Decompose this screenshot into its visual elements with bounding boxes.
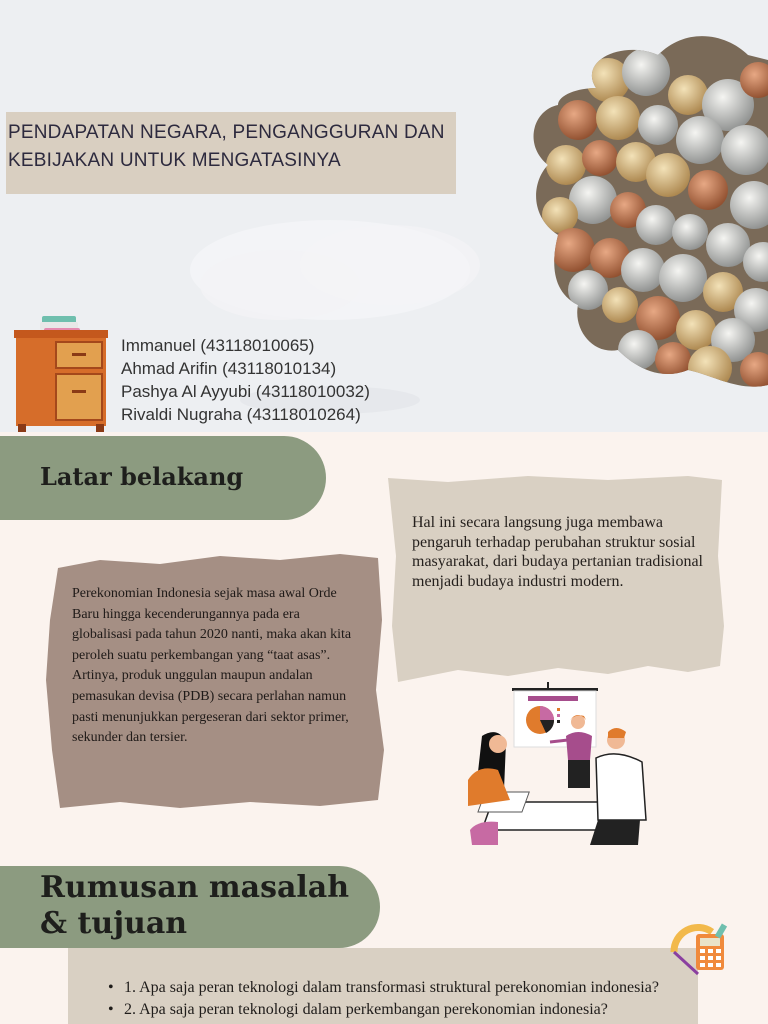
author-line: Rivaldi Nugraha (43118010264) [121,405,361,424]
author-line: Ahmad Arifin (43118010134) [121,359,337,378]
rumusan-heading-line: & tujuan [40,906,188,941]
presentation-title: PENDAPATAN NEGARA, PENGANGGURAN DAN KEBIJAKAN UNTUK MENGATASINYA [8,122,445,171]
meeting-illustration [458,680,658,850]
rumusan-heading-line: Rumusan masalah [40,870,350,905]
coins-image [518,0,768,390]
author-line: Pashya Al Ayyubi (43118010032) [121,382,370,401]
author-list [121,334,370,426]
background-paragraph: Perekonomian Indonesia sejak masa awal Orde Baru hingga kecenderungannya pada era globalisasi pada tahun 2020 nanti, maka akan kita peroleh suatu perkembangan yang “taat asas”. Artinya, produk unggulan maupun andalan pemasukan devisa (PDB) secara perlahan namun pasti menunjukkan pergeseran dari sektor primer, sekunder dan tersier. [72,586,352,746]
calculator-icon [668,922,732,978]
latar-belakang-heading: Latar belakang [40,462,244,491]
impact-paragraph: Hal ini secara langsung juga membawa pengaruh terhadap perubahan struktur sosial masyarakat, dari budaya pertanian tradisional menjadi budaya industri modern. [412,514,703,590]
dresser-icon [12,310,112,432]
list-item: • 2. Apa saja peran teknologi dalam perkembangan perekonomian indonesia? [108,1000,678,1020]
rumusan-heading [40,870,349,942]
author-line: Immanuel (43118010065) [121,336,315,355]
problem-list [108,978,678,1020]
list-item: • 1. Apa saja peran teknologi dalam transformasi struktural perekonomian indonesia? [108,978,678,998]
